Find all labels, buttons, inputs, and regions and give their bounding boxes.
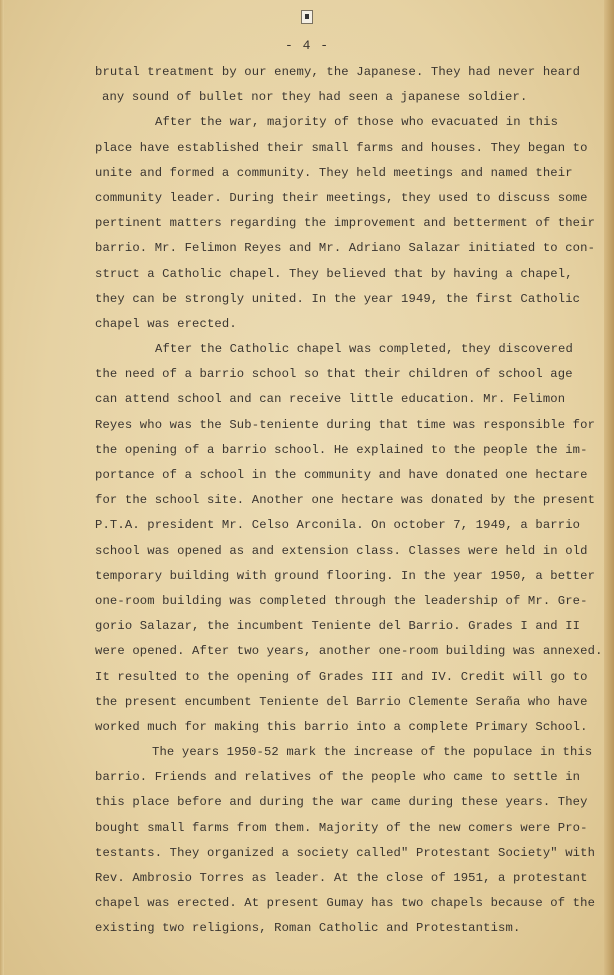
page-edge-right xyxy=(604,0,614,975)
text-line: school was opened as and extension class. Classes were held in old xyxy=(95,543,588,558)
text-line: brutal treatment by our enemy, the Japanese. They had never heard xyxy=(95,65,581,79)
text-line: for the school site. Another one hectare was donated by the present xyxy=(95,493,596,508)
text-line: unite and formed a community. They held meetings and named their xyxy=(95,165,573,180)
text-line: existing two religions, Roman Catholic and Protestantism. xyxy=(95,921,521,936)
text-line: Reyes who was the Sub-teniente during that time was responsible for xyxy=(95,417,596,432)
text-line: worked much for making this barrio into a complete Primary School. xyxy=(95,719,588,734)
text-line: place have established their small farms and houses. They began to xyxy=(95,140,588,155)
text-line: were opened. After two years, another one-room building was annexed. xyxy=(95,644,603,659)
text-line: the need of a barrio school so that their children of school age xyxy=(95,367,573,382)
text-line: barrio. Friends and relatives of the people who came to settle in xyxy=(95,770,581,785)
text-line: any sound of bullet nor they had seen a japanese soldier. xyxy=(102,90,528,105)
text-line: testants. They organized a society called" Protestant Society" with xyxy=(95,845,596,860)
text-line: the opening of a barrio school. He explained to the people the im- xyxy=(95,442,588,457)
text-line: the present encumbent Teniente del Barrio Clemente Seraña who have xyxy=(95,694,588,709)
text-line: portance of a school in the community and have donated one hectare xyxy=(95,468,588,482)
text-line: bought small farms from them. Majority of the new comers were Pro- xyxy=(95,820,588,835)
typed-text-body xyxy=(95,60,603,942)
text-line: community leader. During their meetings, they used to discuss some xyxy=(95,190,588,205)
paragraph-start-line: The years 1950-52 mark the increase of the populace in this xyxy=(152,745,593,760)
page-number: - 4 - xyxy=(284,38,329,53)
text-line: It resulted to the opening of Grades III and IV. Credit will go to xyxy=(95,669,588,684)
text-line: can attend school and can receive little education. Mr. Felimon xyxy=(95,392,566,407)
binder-tab-mark xyxy=(301,10,313,24)
text-line: this place before and during the war came during these years. They xyxy=(95,795,588,810)
text-line: pertinent matters regarding the improvement and betterment of their xyxy=(95,216,596,231)
text-line: struct a Catholic chapel. They believed that by having a chapel, xyxy=(95,266,573,281)
text-line: gorio Salazar, the incumbent Teniente del Barrio. Grades I and II xyxy=(95,619,581,634)
paragraph-start-line: After the Catholic chapel was completed, they discovered xyxy=(155,342,573,357)
text-line: barrio. Mr. Felimon Reyes and Mr. Adriano Salazar initiated to con- xyxy=(95,241,596,256)
text-line: chapel was erected. At present Gumay has two chapels because of the xyxy=(95,896,596,911)
text-line: temporary building with ground flooring. In the year 1950, a better xyxy=(95,568,596,583)
page-edge-left xyxy=(0,0,4,975)
text-line: one-room building was completed through the leadership of Mr. Gre- xyxy=(95,593,588,608)
text-line: Rev. Ambrosio Torres as leader. At the close of 1951, a protestant xyxy=(95,871,588,885)
text-line: P.T.A. president Mr. Celso Arconila. On october 7, 1949, a barrio xyxy=(95,518,581,533)
text-line: chapel was erected. xyxy=(95,316,237,331)
text-line: they can be strongly united. In the year 1949, the first Catholic xyxy=(95,291,581,306)
paragraph-start-line: After the war, majority of those who evacuated in this xyxy=(155,115,559,130)
